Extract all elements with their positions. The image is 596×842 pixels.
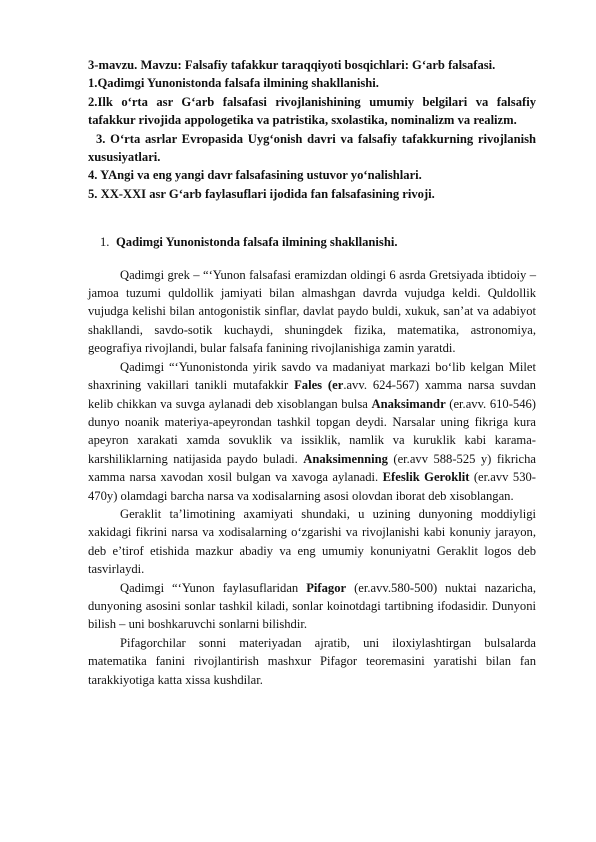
bold-term: Anaksimenning xyxy=(303,451,388,466)
topic-title: 3-mavzu. Mavzu: Falsafiy tafakkur taraqqiyoti bosqichlari: G‘arb falsafasi. xyxy=(88,58,496,72)
outline-item-1: 1.Qadimgi Yunonistonda falsafa ilmining shakllanishi. xyxy=(88,76,379,91)
paragraph: Pifagorchilar sonni materiyadan ajratib, uni iloxiylashtirgan bulsalarda matematika fanini rivojlantirish mashxur Pifagor teoremasini yaratishi bilan fan tarakkiyotiga katta xissa kushdilar. xyxy=(88,635,536,687)
text-run: Qadimgi “‘Yunonistonda yirik savdo va madaniyat markazi bo‘lib kelgan Milet shaxrining vakillari tanikli mutafakkir xyxy=(88,359,536,393)
text-run: (er.avv. 610-546) dunyo noanik materiya-apeyrondan tashkil topgan deydi. Narsalar uning fikriga kura apeyron xarakati xamda sovuklik va issiklik, namlik va kuruklik kabi karama- karshiliklarning natijasida paydo buladi. xyxy=(88,396,536,466)
paragraph xyxy=(88,358,536,505)
paragraph: Geraklit ta’limotining axamiyati shundaki, u uzining dunyoning moddiyligi xakidagi fikrini narsa va xodisalarning o‘zgarishi va rivojlanishi kabi konuniy jarayon, deb e’tirof etishida mazkur abadiy va eng umumiy konuniyatni Geraklit logos deb tasvirlaydi. xyxy=(88,506,536,577)
text-run: (er.avv 530-470y) olamdagi barcha narsa va xodisalarning asosi olovdan iborat deb xisoblangan. xyxy=(88,470,536,503)
outline-item-4: 4. YAngi va eng yangi davr falsafasining ustuvor yo‘nalishlari. xyxy=(88,168,422,183)
outline-item-2: 2.Ilk o‘rta asr G‘arb falsafasi rivojlanishining umumiy belgilari va falsafiy tafakkur rivojida appologetika va patristika, sxolastika, nominalizm va realizm. xyxy=(88,94,536,128)
paragraph: Qadimgi grek – “‘Yunon falsafasi eramizdan oldingi 6 asrda Gretsiyada ibtidoiy – jamoa tuzumi quldollik jamiyati bilan almashgan davrda vujudga keldi. Quldollik vujudga kelishi bilan antogonistik sinflar, davlat paydo buldi, xukuk, san’at va adabiyot shakllandi, savdo-sotik kuchaydi, shuningdek fizika, matematika, astronomiya, geografiya rivojlandi, bular falsafa fanining rivojlanishiga zamin yaratdi. xyxy=(88,267,536,356)
text-run: (er.avv 588-525 y) fikricha xamma narsa xavodan xosil bulgan va xavoga aylanadi. xyxy=(88,451,536,485)
bold-term: Pifagor xyxy=(306,580,347,595)
document-page xyxy=(88,56,536,689)
bold-term: Fales (er xyxy=(294,378,344,393)
section-number: 1. xyxy=(100,235,110,250)
section-title: Qadimgi Yunonistonda falsafa ilmining shakllanishi. xyxy=(116,235,398,250)
bold-term: Efeslik Geroklit xyxy=(382,470,470,485)
text-run: .avv. 624-567) xamma narsa suvdan kelib chikkan va suvga aylanadi deb xisoblangan bulsa xyxy=(88,378,536,411)
outline-item-3: 3. O‘rta asrlar Evropasida Uyg‘onish davri va falsafiy tafakkurning rivojlanish xususiyatlari. xyxy=(88,131,536,165)
body-text xyxy=(88,266,536,689)
text-run: Qadimgi “‘Yunon faylasuflaridan xyxy=(120,580,307,595)
outline-item-5: 5. XX-XXI asr G‘arb faylasuflari ijodida fan falsafasining rivoji. xyxy=(88,186,435,201)
bold-term: Anaksimandr xyxy=(371,396,446,411)
topic-outline xyxy=(88,56,536,203)
paragraph xyxy=(88,579,536,634)
section-heading xyxy=(100,233,536,251)
text-run: (er.avv.580-500) nuktai nazaricha, dunyoning asosini sonlar tashkil kiladi, sonlar koinotdagi tartibning ifodasidir. Dunyoni bilish – uni boshkaruvchi sonlarni bilishdir. xyxy=(88,580,537,632)
